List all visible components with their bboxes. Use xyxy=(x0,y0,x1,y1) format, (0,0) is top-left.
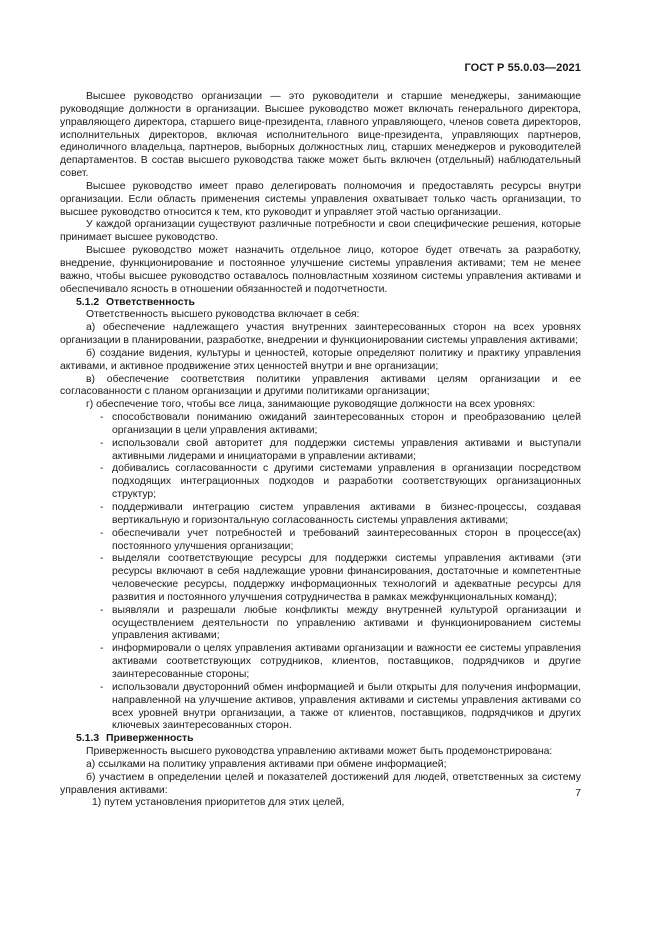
section-intro: Приверженность высшего руководства управлению активами может быть продемонстрирована: xyxy=(86,746,553,758)
dash-list xyxy=(60,412,581,733)
paragraph: Высшее руководство имеет право делегировать полномочия и предоставлять ресурсы внутри организации. Если область применения системы управления охватывает только часть организации, то высшее руководство относится к тем, кто руководит и управляет этой частью организации. xyxy=(60,180,581,218)
list-item: а) ссылками на политику управления активами при обмене информацией; xyxy=(86,758,447,770)
page-number: 7 xyxy=(575,788,581,799)
dash-list-item: - обеспечивали учет потребностей и требований заинтересованных сторон в процессе(ах) постоянного улучшения организации; xyxy=(100,528,581,554)
dash-list-item: - выявляли и разрешали любые конфликты между внутренней культурой организации и осуществлением деятельности по управлению активами и функционированием системы управления активами; xyxy=(100,605,581,644)
section-intro: Ответственность высшего руководства включает в себя: xyxy=(86,309,360,321)
section-title: Приверженность xyxy=(106,733,194,745)
document-code: ГОСТ Р 55.0.03—2021 xyxy=(464,62,581,74)
dash-list-item: - использовали свой авторитет для поддержки системы управления активами и выступали активными лидерами и инициаторами в управлении активами; xyxy=(100,438,581,464)
list-item: в) обеспечение соответствия политики управления активами целям организации и ее согласованности с планом организации и другими политиками организации; xyxy=(60,373,581,398)
list-item: б) участием в определении целей и показателей достижений для людей, ответственных за систему управления активами: xyxy=(60,771,581,796)
list-item: б) создание видения, культуры и ценностей, которые определяют политику и практику управления активами, и активное продвижение этих ценностей внутри и вне организации; xyxy=(60,347,581,372)
section-number: 5.1.3 xyxy=(76,733,100,745)
paragraph: Высшее руководство может назначить отдельное лицо, которое будет отвечать за разработку, внедрение, функционирование и постоянное улучшение системы управления активами; тем не менее важно, чтобы высшее руководство оставалось полновластным хозяином системы управления активами и обеспечивало ясность в отношении обязанностей и подотчетности. xyxy=(60,245,581,295)
page-content xyxy=(60,91,581,810)
section-heading-5-1-3 xyxy=(60,733,581,746)
dash-list-item: - поддерживали интеграцию систем управления активами в бизнес-процессы, создавая вертикальную и горизонтальную согласованность системы управления активами; xyxy=(100,502,581,528)
dash-list-item: - выделяли соответствующие ресурсы для поддержки системы управления активами (эти ресурсы включают в себя надлежащие уровни финансирования, достаточные и компетентные человеческие ресурсы, поддержку информационных технологий и адекватные ресурсы для развития и постоянного улучшения сотрудничества в рамках межфункциональных команд); xyxy=(100,553,581,604)
dash-list-item: - способствовали пониманию ожиданий заинтересованных сторон и преобразованию целей организации в цели управления активами; xyxy=(100,412,581,438)
dash-list-item: - использовали двусторонний обмен информацией и были открыты для получения информации, направленной на улучшение активов, управления активами и системы управления активами со всех уровней внутри организации, а также от клиентов, поставщиков, подрядчиков и других ключевых заинтересованных сторон. xyxy=(100,682,581,733)
dash-list-item: - информировали о целях управления активами организации и важности ее системы управления активами соответствующих сотрудников, клиентов, поставщиков, подрядчиков и другие заинтересованные стороны; xyxy=(100,643,581,682)
sub-list-item: 1) путем установления приоритетов для этих целей, xyxy=(92,797,345,809)
section-number: 5.1.2 xyxy=(76,296,100,308)
list-item: а) обеспечение надлежащего участия внутренних заинтересованных сторон на всех уровнях организации в планировании, разработке, внедрении и функционировании системы управления активами; xyxy=(60,322,581,347)
section-title: Ответственность xyxy=(106,296,195,308)
paragraph: Высшее руководство организации — это руководители и старшие менеджеры, занимающие руководящие должности в организации. Высшее руководство может включать генерального директора, управляющего директора, старшего вице-президента, главного управляющего, членов совета директоров, исполнительных директоров, включая исполнительного вице-президента, управляющих партнеров, единоличного владельца, партнеров, выборных должностных лиц, старших менеджеров и руководителей департаментов. В состав высшего руководства также может быть включен (отдельный) наблюдательный совет. xyxy=(60,91,581,180)
section-heading-5-1-2 xyxy=(60,297,581,310)
dash-list-item: - добивались согласованности с другими системами управления в организации посредством подходящих интеграционных подходов и разработки соответствующих организационных структур; xyxy=(100,463,581,502)
list-item: г) обеспечение того, чтобы все лица, занимающие руководящие должности на всех уровнях: xyxy=(86,399,536,411)
paragraph: У каждой организации существуют различные потребности и свои специфические решения, которые принимает высшее руководство. xyxy=(60,219,581,244)
